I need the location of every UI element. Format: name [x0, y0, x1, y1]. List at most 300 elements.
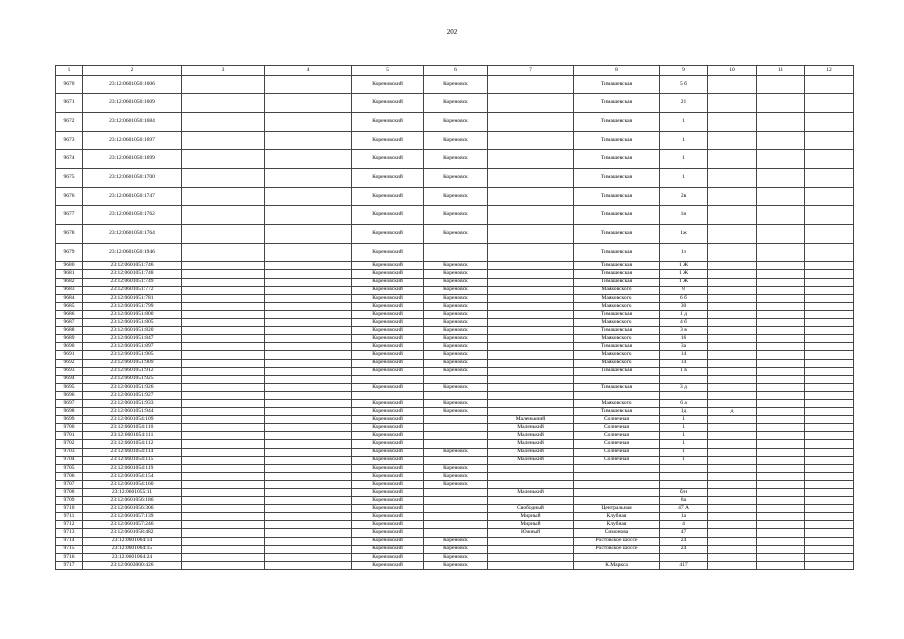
table-cell: [708, 94, 757, 113]
table-cell: [708, 416, 757, 424]
table-row: [56, 408, 854, 416]
table-cell: [805, 94, 854, 113]
table-cell: [182, 513, 265, 521]
table-cell: [265, 270, 352, 278]
table-cell: 9708: [56, 489, 83, 497]
table-cell: [265, 545, 352, 553]
table-cell: [757, 278, 805, 286]
table-cell: 1: [660, 416, 708, 424]
table-cell: Кореновск: [424, 351, 488, 359]
table-cell: Центральная: [574, 505, 660, 513]
table-cell: 23:12:0601051:909: [83, 359, 182, 367]
table-cell: [182, 489, 265, 497]
table-cell: [805, 440, 854, 448]
table-cell: Кореновск: [424, 302, 488, 310]
table-cell: Тимашевская: [574, 131, 660, 150]
table-cell: 23:12:0601064:14: [83, 537, 182, 545]
table-cell: [488, 150, 574, 169]
table-cell: Кореновск: [424, 327, 488, 335]
table-row: [56, 561, 854, 569]
table-cell: Кореновский: [352, 270, 424, 278]
table-cell: 1 Ж: [660, 270, 708, 278]
table-cell: 9701: [56, 432, 83, 440]
table-cell: [660, 391, 708, 399]
table-cell: Кореновский: [352, 367, 424, 375]
table-cell: [660, 472, 708, 480]
table-cell: Кореновский: [352, 472, 424, 480]
table-cell: [708, 472, 757, 480]
table-cell: [805, 464, 854, 472]
table-cell: Кореновский: [352, 187, 424, 206]
table-cell: Кореновский: [352, 440, 424, 448]
table-cell: [265, 206, 352, 225]
table-cell: [805, 168, 854, 187]
table-cell: Кореновск: [424, 472, 488, 480]
table-cell: Маяковского: [574, 335, 660, 343]
table-cell: 1з: [660, 243, 708, 262]
table-cell: [708, 243, 757, 262]
table-cell: [265, 243, 352, 262]
table-cell: 23:12:0601050:1700: [83, 168, 182, 187]
table-cell: [757, 375, 805, 383]
table-cell: Кореновский: [352, 168, 424, 187]
column-header: 10: [708, 66, 757, 76]
table-cell: [805, 243, 854, 262]
table-cell: Тимашевская: [574, 168, 660, 187]
table-cell: [708, 367, 757, 375]
column-header: 2: [83, 66, 182, 76]
table-cell: 23:12:0601064:15: [83, 545, 182, 553]
table-cell: Кореновск: [424, 545, 488, 553]
table-row: [56, 310, 854, 318]
table-cell: 23:12:0601057:139: [83, 513, 182, 521]
table-cell: [424, 497, 488, 505]
table-cell: [265, 112, 352, 131]
table-row: [56, 112, 854, 131]
table-cell: 1: [660, 131, 708, 150]
table-cell: 1: [660, 448, 708, 456]
table-cell: 23:12:0601051:905: [83, 351, 182, 359]
table-cell: [757, 112, 805, 131]
table-cell: 8а: [660, 497, 708, 505]
table-cell: [574, 391, 660, 399]
table-row: [56, 75, 854, 94]
table-cell: Тимашевская: [574, 94, 660, 113]
table-cell: [708, 529, 757, 537]
table-cell: [708, 343, 757, 351]
table-cell: 9676: [56, 187, 83, 206]
table-cell: [757, 521, 805, 529]
table-cell: [488, 294, 574, 302]
table-cell: 9698: [56, 408, 83, 416]
table-cell: 23:12:0601051:933: [83, 399, 182, 407]
table-cell: 23:12:0601054:110: [83, 424, 182, 432]
table-cell: 23:12:0603000:426: [83, 561, 182, 569]
table-cell: [805, 359, 854, 367]
table-cell: 23:12:0601051:847: [83, 335, 182, 343]
table-cell: [182, 278, 265, 286]
table-row: [56, 286, 854, 294]
table-cell: [708, 168, 757, 187]
table-cell: [805, 262, 854, 270]
table-cell: [182, 262, 265, 270]
table-cell: Кореновский: [352, 131, 424, 150]
table-cell: Кореновский: [352, 521, 424, 529]
table-cell: Кореновский: [352, 294, 424, 302]
table-cell: 6 б: [660, 294, 708, 302]
table-cell: 23:12:0601064:24: [83, 553, 182, 561]
table-cell: [488, 286, 574, 294]
table-cell: [708, 150, 757, 169]
table-cell: [805, 343, 854, 351]
table-cell: [182, 302, 265, 310]
table-cell: 14: [660, 359, 708, 367]
table-cell: [424, 432, 488, 440]
table-cell: Кореновский: [352, 262, 424, 270]
table-cell: Тимашевская: [574, 408, 660, 416]
table-cell: [757, 399, 805, 407]
table-cell: 9689: [56, 335, 83, 343]
table-cell: [182, 310, 265, 318]
table-cell: [265, 310, 352, 318]
table-row: [56, 206, 854, 225]
table-cell: [805, 112, 854, 131]
table-cell: 1 в: [660, 367, 708, 375]
column-header: 9: [660, 66, 708, 76]
table-cell: Кореновск: [424, 359, 488, 367]
table-cell: 9714: [56, 537, 83, 545]
table-cell: [757, 168, 805, 187]
table-cell: [757, 270, 805, 278]
table-cell: [757, 225, 805, 244]
table-cell: 23:12:0601051:927: [83, 391, 182, 399]
table-cell: [182, 168, 265, 187]
registry-table: [55, 65, 854, 570]
table-cell: [265, 278, 352, 286]
table-cell: 9706: [56, 472, 83, 480]
table-cell: [182, 521, 265, 529]
table-cell: [265, 561, 352, 569]
table-cell: [574, 375, 660, 383]
table-cell: 47 А: [660, 505, 708, 513]
table-cell: 23:12:0601051:805: [83, 319, 182, 327]
column-header: 8: [574, 66, 660, 76]
table-cell: [265, 327, 352, 335]
table-cell: 3 в: [660, 327, 708, 335]
table-cell: 9695: [56, 383, 83, 391]
table-cell: 3а: [660, 343, 708, 351]
table-cell: Кореновский: [352, 408, 424, 416]
table-row: [56, 399, 854, 407]
table-cell: [424, 521, 488, 529]
table-cell: [265, 440, 352, 448]
table-cell: Кореновский: [352, 529, 424, 537]
table-cell: [805, 408, 854, 416]
table-cell: [265, 351, 352, 359]
table-cell: 9692: [56, 359, 83, 367]
table-cell: 23:12:0601054:119: [83, 464, 182, 472]
table-cell: [265, 456, 352, 464]
table-cell: [265, 521, 352, 529]
table-cell: Кореновск: [424, 270, 488, 278]
table-cell: Клубная: [574, 513, 660, 521]
table-cell: Кореновский: [352, 561, 424, 569]
table-cell: Кореновский: [352, 489, 424, 497]
table-cell: 9691: [56, 351, 83, 359]
table-cell: 23:12:0601051:781: [83, 294, 182, 302]
table-cell: Тимашевская: [574, 270, 660, 278]
table-cell: 23:12:0601055:11: [83, 489, 182, 497]
table-cell: Кореновский: [352, 343, 424, 351]
table-cell: Маленький: [488, 440, 574, 448]
table-cell: 1: [660, 112, 708, 131]
table-cell: [265, 416, 352, 424]
table-row: [56, 529, 854, 537]
table-cell: 1ж: [660, 225, 708, 244]
table-cell: [805, 367, 854, 375]
table-cell: 9712: [56, 521, 83, 529]
table-cell: [488, 343, 574, 351]
table-cell: [757, 359, 805, 367]
table-cell: [182, 432, 265, 440]
table-cell: [805, 319, 854, 327]
table-cell: [182, 375, 265, 383]
table-cell: 4: [660, 521, 708, 529]
table-cell: Кореновский: [352, 335, 424, 343]
table-cell: 9697: [56, 399, 83, 407]
table-cell: [352, 375, 424, 383]
table-cell: [574, 472, 660, 480]
table-cell: Кореновский: [352, 112, 424, 131]
table-cell: [424, 529, 488, 537]
table-cell: [488, 472, 574, 480]
table-cell: Маленькний: [488, 416, 574, 424]
table-cell: [708, 537, 757, 545]
table-cell: Кореновск: [424, 150, 488, 169]
table-cell: Кореновск: [424, 225, 488, 244]
table-cell: [708, 206, 757, 225]
table-cell: [265, 286, 352, 294]
table-cell: [805, 327, 854, 335]
table-row: [56, 489, 854, 497]
table-cell: [708, 521, 757, 529]
table-cell: [805, 206, 854, 225]
table-cell: [805, 416, 854, 424]
table-cell: 23:12:0601056:186: [83, 497, 182, 505]
table-cell: 9679: [56, 243, 83, 262]
table-cell: Кореновск: [424, 561, 488, 569]
table-cell: [182, 553, 265, 561]
table-cell: [488, 480, 574, 488]
table-cell: [182, 448, 265, 456]
table-cell: 23:12:0601051:800: [83, 310, 182, 318]
column-header: 12: [805, 66, 854, 76]
table-cell: [265, 359, 352, 367]
table-cell: [265, 553, 352, 561]
table-cell: [708, 335, 757, 343]
table-cell: 9705: [56, 464, 83, 472]
table-cell: Тимашевская: [574, 327, 660, 335]
table-cell: [757, 262, 805, 270]
table-cell: [265, 505, 352, 513]
table-cell: [757, 561, 805, 569]
table-cell: 5 б: [660, 75, 708, 94]
table-cell: Кореновский: [352, 94, 424, 113]
table-cell: 23:12:0601050:1946: [83, 243, 182, 262]
table-cell: [352, 391, 424, 399]
table-cell: Кореновский: [352, 497, 424, 505]
column-header: 3: [182, 66, 265, 76]
table-cell: 14: [660, 351, 708, 359]
table-cell: Маленький: [488, 456, 574, 464]
table-cell: Кореновский: [352, 416, 424, 424]
table-cell: 9711: [56, 513, 83, 521]
table-cell: [182, 440, 265, 448]
table-cell: Солнечная: [574, 456, 660, 464]
table-cell: 1 Ж: [660, 278, 708, 286]
table-cell: [805, 278, 854, 286]
table-cell: 9703: [56, 448, 83, 456]
table-cell: 9670: [56, 75, 83, 94]
table-cell: [805, 472, 854, 480]
table-cell: Кореновск: [424, 187, 488, 206]
table-cell: Тимашевская: [574, 278, 660, 286]
table-row: [56, 448, 854, 456]
table-cell: [265, 225, 352, 244]
table-cell: 9700: [56, 424, 83, 432]
table-cell: [708, 278, 757, 286]
table-cell: [805, 497, 854, 505]
table-cell: 1: [660, 168, 708, 187]
table-cell: [488, 399, 574, 407]
table-cell: [708, 112, 757, 131]
table-cell: Кореновский: [352, 464, 424, 472]
table-cell: [708, 399, 757, 407]
table-row: [56, 545, 854, 553]
table-cell: Кореновск: [424, 112, 488, 131]
table-cell: [708, 75, 757, 94]
table-cell: [182, 94, 265, 113]
table-cell: 23:12:0601054:114: [83, 448, 182, 456]
table-cell: 8: [660, 286, 708, 294]
table-cell: Тимашевская: [574, 187, 660, 206]
table-cell: 9688: [56, 327, 83, 335]
table-cell: [182, 286, 265, 294]
table-cell: Тимашевская: [574, 243, 660, 262]
table-cell: [265, 168, 352, 187]
table-cell: [805, 294, 854, 302]
table-cell: [805, 521, 854, 529]
table-cell: Тимашевская: [574, 75, 660, 94]
table-cell: [488, 375, 574, 383]
table-cell: [805, 131, 854, 150]
table-cell: 23:12:0601058:482: [83, 529, 182, 537]
table-cell: Кореновский: [352, 359, 424, 367]
table-cell: Маяковского: [574, 286, 660, 294]
table-row: [56, 243, 854, 262]
table-cell: [805, 561, 854, 569]
table-cell: [757, 537, 805, 545]
table-row: [56, 351, 854, 359]
table-cell: [182, 561, 265, 569]
table-cell: Кореновск: [424, 343, 488, 351]
table-cell: [708, 225, 757, 244]
table-cell: 9716: [56, 553, 83, 561]
table-cell: [757, 553, 805, 561]
table-cell: [708, 561, 757, 569]
table-cell: [708, 545, 757, 553]
table-cell: [182, 131, 265, 150]
table-cell: Кореновский: [352, 327, 424, 335]
table-cell: [182, 367, 265, 375]
table-cell: 24: [660, 537, 708, 545]
table-cell: [488, 327, 574, 335]
column-header: 5: [352, 66, 424, 76]
table-cell: [424, 391, 488, 399]
table-cell: [708, 302, 757, 310]
table-cell: 23:12:0601051:748: [83, 270, 182, 278]
table-cell: Кореновск: [424, 464, 488, 472]
table-cell: [424, 424, 488, 432]
table-cell: [424, 375, 488, 383]
table-cell: Кореновский: [352, 150, 424, 169]
table-cell: б/н: [660, 489, 708, 497]
table-cell: [757, 243, 805, 262]
table-cell: 23:12:0601054:109: [83, 416, 182, 424]
table-cell: 9704: [56, 456, 83, 464]
table-cell: 9674: [56, 150, 83, 169]
table-cell: 1: [660, 424, 708, 432]
table-cell: Кореновск: [424, 553, 488, 561]
table-cell: Кореновск: [424, 286, 488, 294]
table-cell: 1: [660, 456, 708, 464]
table-row: [56, 513, 854, 521]
table-cell: [757, 432, 805, 440]
column-header: 11: [757, 66, 805, 76]
table-cell: [708, 286, 757, 294]
table-cell: [265, 472, 352, 480]
table-cell: [488, 187, 574, 206]
table-cell: 21: [660, 94, 708, 113]
table-cell: Маяковского: [574, 351, 660, 359]
table-cell: 3 д: [660, 383, 708, 391]
table-cell: [574, 464, 660, 472]
table-cell: Мирный: [488, 513, 574, 521]
table-cell: [757, 505, 805, 513]
table-cell: [265, 94, 352, 113]
table-cell: [182, 294, 265, 302]
table-cell: [757, 424, 805, 432]
table-cell: [660, 464, 708, 472]
table-cell: [265, 75, 352, 94]
table-row: [56, 294, 854, 302]
table-cell: [805, 513, 854, 521]
table-cell: [757, 351, 805, 359]
table-cell: Кореновский: [352, 302, 424, 310]
table-cell: [265, 529, 352, 537]
table-cell: [488, 310, 574, 318]
table-cell: Маяковского: [574, 302, 660, 310]
table-cell: [757, 440, 805, 448]
table-cell: [708, 480, 757, 488]
table-cell: [757, 343, 805, 351]
table-cell: [265, 302, 352, 310]
table-cell: [488, 367, 574, 375]
table-cell: [708, 131, 757, 150]
table-cell: [805, 75, 854, 94]
table-row: [56, 335, 854, 343]
table-cell: [708, 497, 757, 505]
